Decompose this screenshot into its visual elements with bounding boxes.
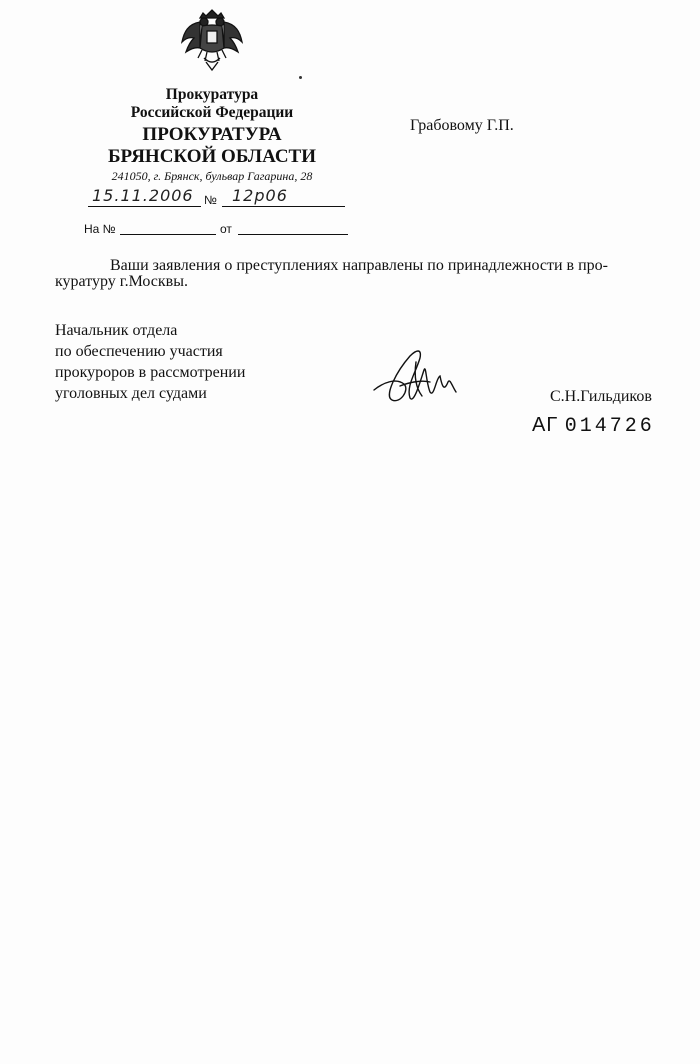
ref-date-label: от	[220, 222, 232, 236]
body-line-1: Ваши заявления о преступлениях направлены по принадлежности в про-	[110, 257, 608, 274]
serial-number: 014726	[564, 415, 655, 438]
signer-title-line: уголовных дел судами	[55, 385, 207, 402]
recipient-name: Грабовому Г.П.	[410, 117, 514, 134]
signer-title	[55, 320, 245, 404]
ref-date-underline	[238, 234, 348, 235]
handwritten-number: 12р06	[232, 186, 288, 205]
org-name-line2: Российской Федерации	[130, 104, 294, 121]
scan-speck	[299, 76, 302, 79]
signer-title-line: по обеспечению участия	[55, 343, 223, 360]
office-name-line2: БРЯНСКОЙ ОБЛАСТИ	[107, 146, 317, 167]
serial-prefix: АГ	[532, 414, 559, 436]
body-line-2: куратуру г.Москвы.	[55, 273, 188, 290]
ref-number-label: На №	[84, 222, 116, 236]
org-name-line1: Прокуратура	[165, 86, 259, 103]
double-headed-eagle-emblem-icon	[180, 6, 244, 72]
office-name-line1: ПРОКУРАТУРА	[142, 124, 282, 145]
ref-number-underline	[120, 234, 216, 235]
date-underline	[88, 206, 201, 207]
handwritten-signature	[370, 342, 465, 412]
signer-title-line: прокуроров в рассмотрении	[55, 364, 246, 381]
handwritten-date: 15.11.2006	[92, 186, 194, 205]
form-serial-number	[532, 414, 655, 438]
number-label: №	[204, 193, 217, 207]
number-underline	[222, 206, 345, 207]
signer-title-line: Начальник отдела	[55, 322, 178, 339]
office-address: 241050, г. Брянск, бульвар Гагарина, 28	[111, 169, 313, 183]
signer-name: С.Н.Гильдиков	[550, 388, 652, 405]
